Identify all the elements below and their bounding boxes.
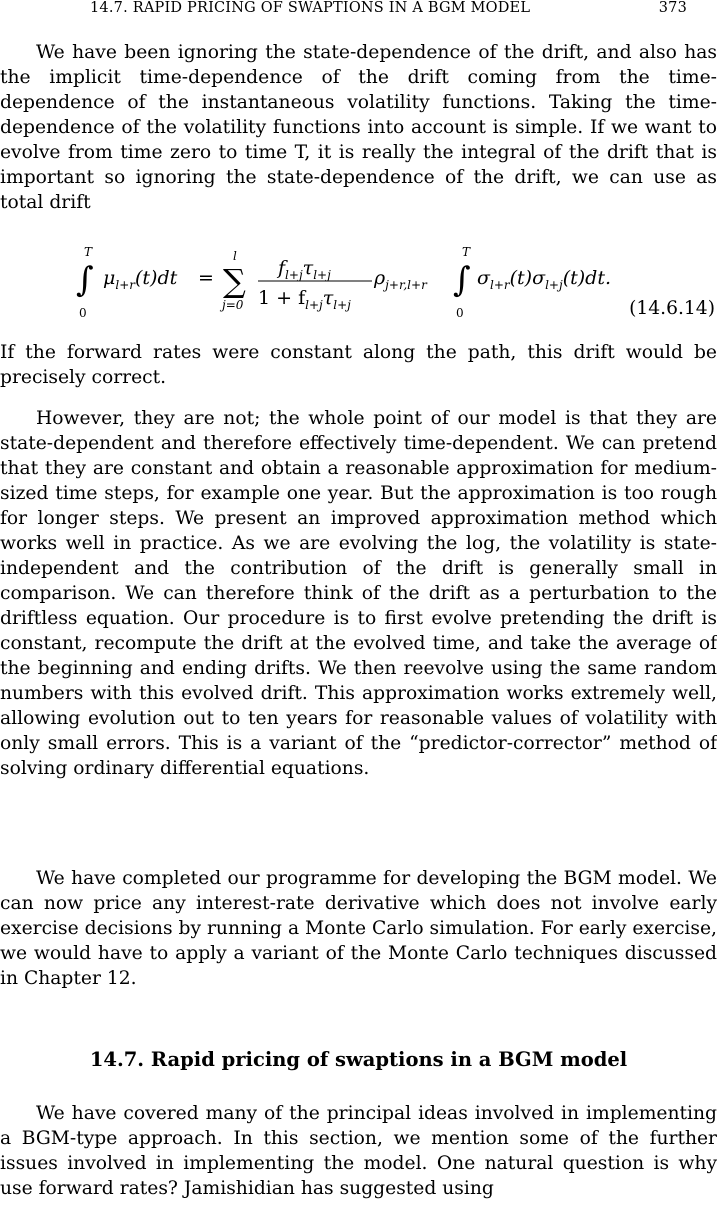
paragraph-constant-rates: If the forward rates were constant along the path, this drift would be precisely correct.: [0, 342, 717, 388]
sum-lower-limit: j=0: [222, 298, 244, 312]
section-heading: 14.7. Rapid pricing of swaptions in a BGM model: [89, 1048, 628, 1071]
rhs-integrand: $\sigma_{l+r}(t)\sigma_{l+j}(t)dt$.: [477, 267, 612, 292]
lhs-integrand: $\mu_{l+r}(t)dt$: [103, 267, 178, 292]
running-head-title: 14.7. RAPID PRICING OF SWAPTIONS IN A BGM MODEL: [90, 0, 531, 16]
integral-upper-limit-1: T: [84, 245, 93, 259]
integral-sign-1: ∫: [76, 260, 94, 300]
integral-lower-limit-1: 0: [79, 306, 87, 320]
paragraph-predictor-corrector: However, they are not; the whole point of our model is that they are state-dependent and therefore effectively time-dependent. We can pretend that they are constant and obtain a reasonable approximation for medium-sized time steps, for example one year. But the approximation is too rough for longer steps. We present an improved approximation method which works well in practice. As we are evolving the log, the volatility is state-independent and the contribution of the drift is generally small in comparison. We can therefore think of the drift as a perturbation to the driftless equation. Our procedure is to first evolve pretending the drift is constant, recompute the drift at the evolved time, and take the average of the beginning and ending drifts. We then reevolve using the same random numbers with this evolved drift. This approximation works extremely well, allowing evolution out to ten years for reasonable values of volatility with only small errors. This is a variant of the “predictor-corrector” method of solving ordinary differential equations.: [0, 408, 717, 779]
fraction-numerator: $f_{l+j}\tau_{l+j}$: [278, 257, 331, 282]
equals-sign: =: [198, 267, 214, 289]
paragraph-programme-complete: We have completed our programme for developing the BGM model. We can now price any interest-rate derivative which does not involve early exercise decisions by running a Monte Carlo simulation. For early exercise, we would have to apply a variant of the Monte Carlo techniques discussed in Chapter 12.: [0, 868, 717, 989]
summation-sign: ∑: [223, 262, 246, 300]
equation-number: (14.6.14): [629, 298, 715, 319]
page-number: 373: [658, 0, 687, 16]
fraction-denominator: $1 + f_{l+j}\tau_{l+j}$: [258, 287, 351, 312]
integral-sign-2: ∫: [453, 260, 471, 300]
equation-total-drift: [0, 245, 717, 323]
integral-upper-limit-2: T: [462, 245, 471, 259]
rho-term: $\rho_{j+r,l+r}$: [374, 267, 427, 292]
paragraph-drift-intro: We have been ignoring the state-dependence of the drift, and also has the implicit time-dependence of the drift coming from the time-dependence of the instantaneous volatility functions. Taking the time-dependence of the volatility functions into account is simple. If we want to evolve from time zero to time T, it is really the integral of the drift that is important so ignoring the state-dependence of the drift, we can use as total drift: [0, 42, 717, 213]
integral-lower-limit-2: 0: [456, 306, 464, 320]
paragraph-section-intro: We have covered many of the principal ideas involved in implementing a BGM-type approach. In this section, we mention some of the further issues involved in implementing the model. One natural question is why use forward rates? Jamishidian has suggested using: [0, 1103, 717, 1199]
equation-graphic: [0, 245, 660, 323]
running-head: [0, 0, 717, 22]
sum-upper-limit: l: [233, 249, 237, 263]
